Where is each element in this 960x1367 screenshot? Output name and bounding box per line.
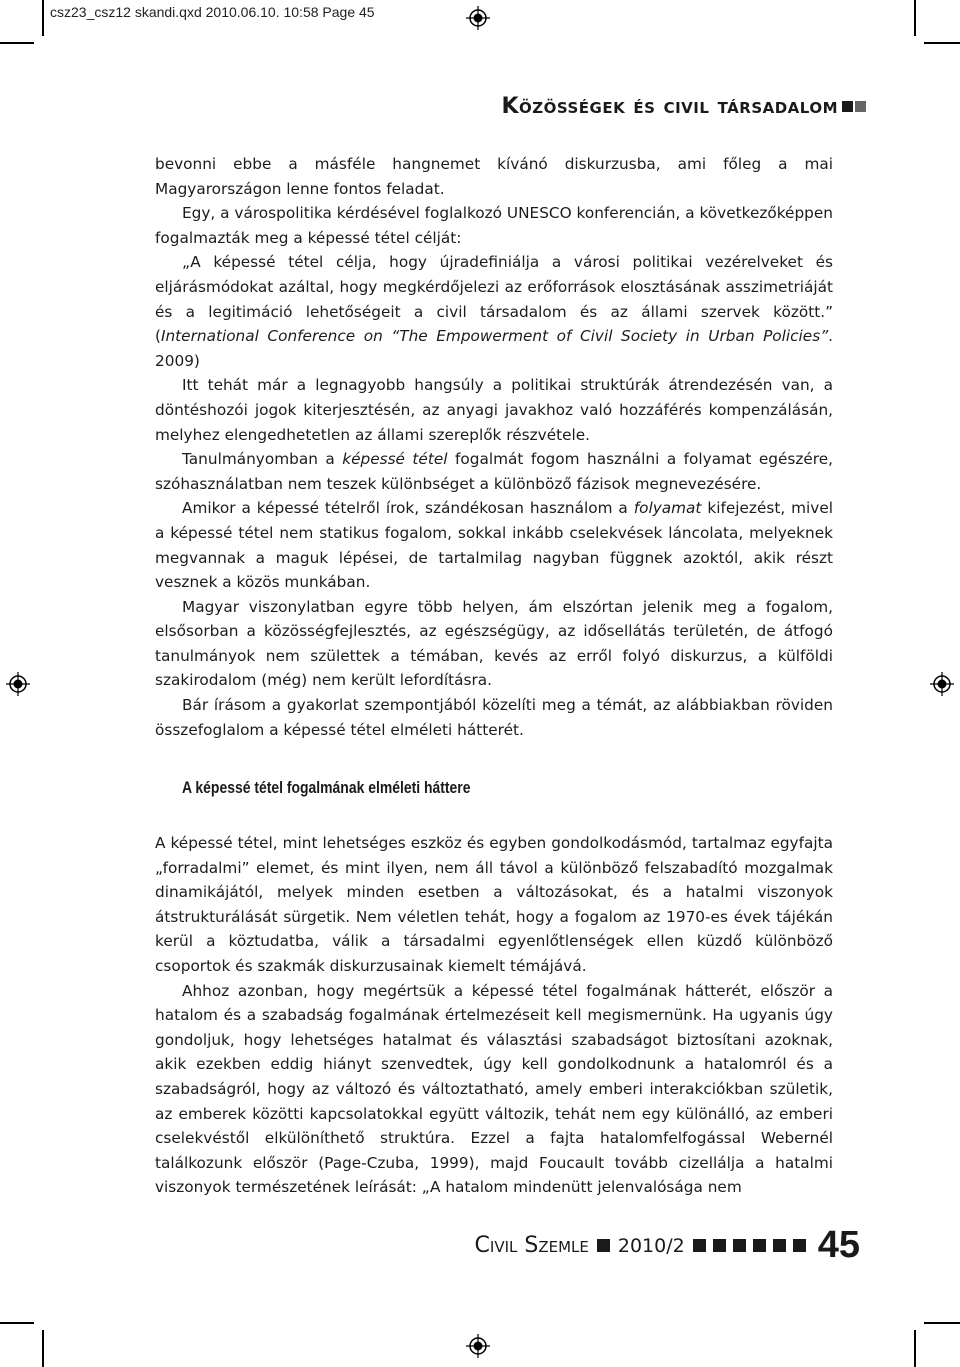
quote-text: „A képessé tétel célja, hogy újradefiniálja a városi politikai vezérelveket és eljárásmódokat azáltal, hogy megkérdőjelezi az erőforrások elosztásának asszimetriáját és a legitimáció lehetőségeit a civil társadalom és az állami szervek között.” ( xyxy=(155,253,833,346)
paragraph: A képessé tétel, mint lehetséges eszköz és egyben gondolkodásmód, tartalmaz egyfajta „forradalmi” elemet, és mint ilyen, nem áll távol a különböző felszabadító mozgalmak dinamikájától, melyek minden esetben a változásokat, és a hatalmi viszonyok átstrukturálását sürgetik. Nem véletlen tehát, hogy a fogalom az 1970-es évek tájékán kerül a köztudatba, válik a társadalmi egyenlőtlenségek ellen küzdő különböző csoportok és szakmák diskurzusainak kiemelt témájává. xyxy=(155,834,833,975)
square-bullet-icon xyxy=(842,101,853,112)
quote-paragraph xyxy=(155,250,833,373)
journal-title: Civil Szemle xyxy=(474,1233,589,1258)
square-bullet-icon xyxy=(773,1239,786,1252)
registration-mark-icon xyxy=(930,672,954,696)
crop-mark xyxy=(914,1330,916,1367)
registration-mark-icon xyxy=(6,672,30,696)
square-bullet-icon xyxy=(597,1239,610,1252)
paragraph-text: Amikor a képessé tételről írok, szándékosan használom a xyxy=(182,499,634,518)
registration-mark-icon xyxy=(466,6,490,30)
emphasis: folyamat xyxy=(633,499,702,518)
paragraph: Itt tehát már a legnagyobb hangsúly a politikai struktúrák átrendezésén van, a döntéshozói jogok kiterjesztésén, az anyagi javakhoz való hozzáférés kompenzálásán, melyhez elengedhetetlen az állami szereplők részvétele. xyxy=(155,376,833,444)
section-heading: A képessé tétel fogalmának elméleti háttere xyxy=(182,778,471,797)
file-slug: csz23_csz12 skandi.qxd 2010.06.10. 10:58 Page 45 xyxy=(50,4,375,20)
paragraph-text: fogalmát fogom használni a folyamat egészére, szóhasználatban nem teszek különbséget a különböző fázisok megnevezésére. xyxy=(155,450,833,493)
square-bullet-icon xyxy=(693,1239,706,1252)
quote-year: . 2009) xyxy=(155,327,833,370)
page-number: 45 xyxy=(817,1224,860,1266)
paragraph xyxy=(155,496,833,594)
crop-mark xyxy=(42,0,44,36)
quote-citation: International Conference on “The Empowerment of Civil Society in Urban Policies” xyxy=(160,327,829,346)
paragraph-text: Tanulmányomban a xyxy=(182,450,343,469)
page-footer xyxy=(475,1224,860,1267)
crop-mark xyxy=(914,0,916,36)
square-bullets xyxy=(693,1239,806,1252)
paragraph: Magyar viszonylatban egyre több helyen, ám elszórtan jelenik meg a fogalom, elsősorban a közösségfejlesztés, az egészségügy, az idősellátás területén, de átfogó tanulmányok nem születtek a témában, kevés az erről folyó diskurzus, a külföldi szakirodalom (még) nem került lefordításra. xyxy=(155,597,833,690)
crop-mark xyxy=(0,1322,34,1324)
crop-mark xyxy=(924,1322,960,1324)
running-head-title: Közösségek és civil társadalom xyxy=(501,94,838,119)
issue-number: 2010/2 xyxy=(617,1234,685,1257)
square-bullet-icon xyxy=(793,1239,806,1252)
paragraph xyxy=(155,447,833,496)
crop-mark xyxy=(924,42,960,44)
paragraph: Ahhoz azonban, hogy megértsük a képessé tétel fogalmának hátterét, először a hatalom és a szabadság fogalmának értelmezéseit kell megismernünk. Ha ugyanis úgy gondoljuk, hogy lehetséges hatalmat és választási szabadságot biztosítani azoknak, akik ezekben eddig hiányt szenvedtek, úgy kell gondolkodnunk a hatalomról és a szabadságról, hogy az változó és változtatható, amely emberi interakciókban születik, az emberek közötti kapcsolatokkal együtt változik, tehát nem egy különálló, az emberi cselekvéstől elkülöníthető struktúra. Ezzel a fajta hatalomfelfogással Webernél találkozunk először (Page-Czuba, 1999), majd Foucault tovább cizellálja a hatalmi viszonyok természetének leírását: „A hatalom mindenütt jelenvalósága nem xyxy=(155,981,833,1197)
registration-mark-icon xyxy=(466,1334,490,1358)
emphasis: képessé tétel xyxy=(342,450,448,469)
square-bullet-icon xyxy=(855,101,866,112)
crop-mark xyxy=(42,1330,44,1367)
paragraph-text: kifejezést, mivel a képessé tétel nem statikus fogalom, sokkal inkább cselekvések láncolata, melyeknek megvannak a maguk lépései, de tartalmilag nagyban függnek azoktól, akik részt vesznek a közös munkában. xyxy=(155,499,833,592)
square-bullet-icon xyxy=(733,1239,746,1252)
square-bullet-icon xyxy=(713,1239,726,1252)
paragraph: bevonni ebbe a másféle hangnemet kívánó diskurzusba, ami főleg a mai Magyarországon lenne fontos feladat. xyxy=(155,155,833,198)
body-text-lower xyxy=(155,831,833,1200)
paragraph: Bár írásom a gyakorlat szempontjából közelíti meg a témát, az alábbiakban röviden összefoglalom a képessé tétel elméleti hátterét. xyxy=(155,696,833,739)
square-bullet-icon xyxy=(753,1239,766,1252)
running-head xyxy=(501,94,866,119)
body-text-upper xyxy=(155,152,833,742)
crop-mark xyxy=(0,42,34,44)
paragraph: Egy, a várospolitika kérdésével foglalkozó UNESCO konferencián, a következőképpen fogalmazták meg a képessé tétel célját: xyxy=(155,204,833,247)
